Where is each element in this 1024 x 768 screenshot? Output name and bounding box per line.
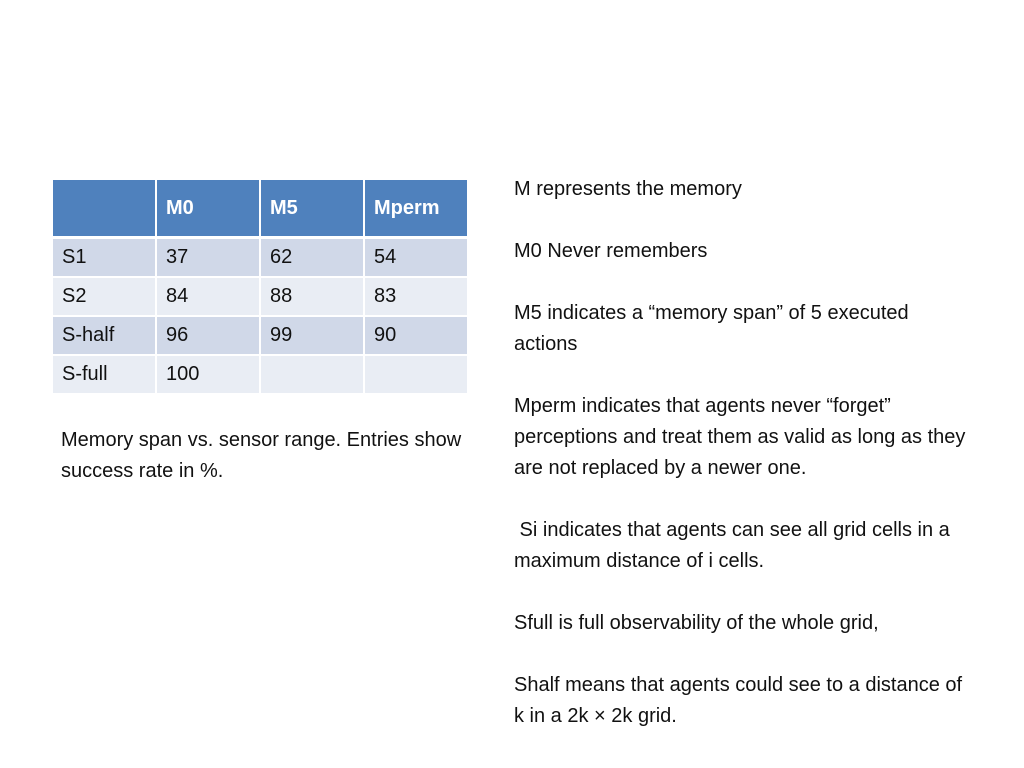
results-table (51, 178, 469, 395)
table-header-row (52, 179, 468, 238)
header-cell-m5: M5 (260, 179, 364, 238)
header-cell-m0: M0 (156, 179, 260, 238)
table-cell: 37 (156, 238, 260, 278)
row-label: S2 (52, 277, 156, 316)
table-cell: 88 (260, 277, 364, 316)
table-cell: 100 (156, 355, 260, 394)
table-cell: 83 (364, 277, 468, 316)
header-cell-mperm: Mperm (364, 179, 468, 238)
note-m0: M0 Never remembers (514, 240, 708, 262)
table-cell: 90 (364, 316, 468, 355)
notes-text-box (514, 174, 974, 732)
table-cell (260, 355, 364, 394)
note-m5: M5 indicates a “memory span” of 5 executed actions (514, 302, 909, 355)
table-row (52, 277, 468, 316)
note-memory: M represents the memory (514, 178, 742, 200)
row-label: S1 (52, 238, 156, 278)
note-sfull: Sfull is full observability of the whole grid, (514, 612, 879, 634)
table-cell (364, 355, 468, 394)
table-cell: 96 (156, 316, 260, 355)
row-label: S-full (52, 355, 156, 394)
note-shalf: Shalf means that agents could see to a distance of k in a 2k × 2k grid. (514, 674, 963, 727)
table-cell: 62 (260, 238, 364, 278)
table-cell: 99 (260, 316, 364, 355)
header-cell-corner (52, 179, 156, 238)
table-cell: 84 (156, 277, 260, 316)
note-si: Si indicates that agents can see all grid cells in a maximum distance of i cells. (514, 519, 950, 572)
table-row (52, 355, 468, 394)
table-row (52, 238, 468, 278)
table-cell: 54 (364, 238, 468, 278)
table-caption: Memory span vs. sensor range. Entries show success rate in %. (61, 429, 462, 482)
note-mperm: Mperm indicates that agents never “forget” perceptions and treat them as valid as long as they are not replaced by a newer one. (514, 395, 966, 479)
table-row (52, 316, 468, 355)
row-label: S-half (52, 316, 156, 355)
